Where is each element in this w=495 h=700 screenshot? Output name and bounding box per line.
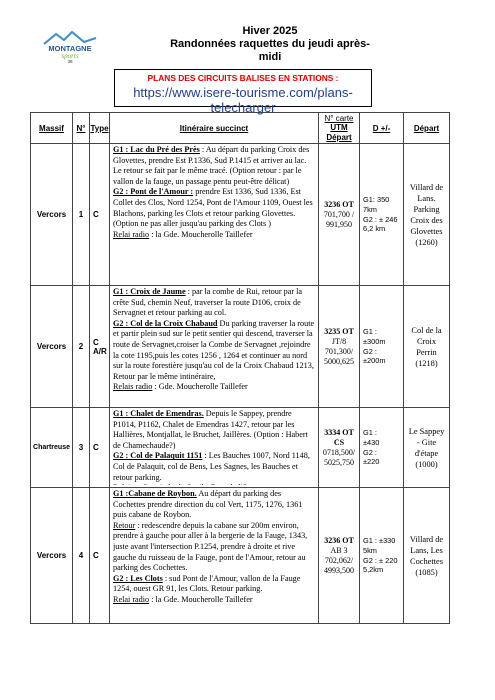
col-utm-l2: UTM bbox=[330, 123, 348, 133]
dplus-cell: G1: 350 7km G2 : ± 246 6,2 km bbox=[360, 144, 404, 286]
header-title-cont: midi bbox=[258, 51, 282, 63]
num-cell: 1 bbox=[73, 144, 90, 286]
depart-cell: Col de la Croix Perrin (1218) bbox=[404, 286, 450, 408]
table-row bbox=[31, 286, 450, 408]
itinerary-cell: G1 : Lac du Pré des Près : Au départ du parking Croix des Glovettes, prendre Est P.1336, Sud P.1415 et arriver au lac. Le retour se fait par le même tracé. (Option retour : par le vallon de la fauge, un passage pentu peut-être délicat) G2 : Pont de l'Amour : prendre Est 1336, Sud 1336, Est Collet des Clos, Nord 1254, Pont de l'Amour 1109, Ouest les Blachons, parking les Clots et retour parking Glovettes. (Option ne pas aller jusqu'au parking des Clots ) Relai radio : la Gde. Moucherolle Taillefer bbox=[110, 144, 319, 286]
montagne-logo bbox=[38, 30, 102, 64]
table-row bbox=[31, 144, 450, 286]
logo-sub: sports bbox=[61, 52, 79, 60]
logo-num: 38 bbox=[67, 59, 73, 64]
utm-cell: 3236 OT AB 3 702,062/ 4993,500 bbox=[319, 488, 360, 624]
hikes-table bbox=[30, 112, 450, 624]
col-depart: Départ bbox=[404, 113, 450, 144]
num-cell: 2 bbox=[73, 286, 90, 408]
dplus-cell: G1 : ±430 G2 : ±220 bbox=[360, 408, 404, 488]
itinerary-cell: G1 :Cabane de Roybon. Au départ du parking des Cochettes prendre direction du col Vert, 1175, 1276, 1361 puis cabane de Roybon. Retour : redescendre depuis la cabane sur 200m environ, prendre à gauche pour aller à la bergerie de la Fauge, 1343, juste avant l'intersection P.1254, prendre à droite et rive gauche du ruisseau de la Fauge, pont de l'Amour, retour au parking des Cochettes. G2 : Les Clots : sud Pont de l'Amour, vallon de la Fauge 1254, ouest GR 91, les Clots. Retour parking. Relai radio : la Gde. Moucherolle Taillefer bbox=[110, 488, 319, 624]
page-header bbox=[150, 25, 390, 64]
table-row bbox=[31, 488, 450, 624]
col-itinerary: Itinéraire succinct bbox=[110, 113, 319, 144]
logo-text: MONTAGNE bbox=[48, 44, 92, 53]
header-title: Randonnées raquettes du jeudi après- bbox=[170, 38, 370, 50]
dplus-cell: G1 : ±330 5km G2 : ± 220 5,2km bbox=[360, 488, 404, 624]
itinerary-cell: G1 : Croix de Jaume : par la combe de Rui, retour par la crête Sud, chemin Neuf, traverser la route D106, croix de Servagnet et retour parking au col. G2 : Col de la Croix Chabaud Du parking traverser la route et partir plein sud sur le petit sentier qui descend, traverser la route de Servagnet,croiser la Combe de Servagnet ,rejoindre la cote 1195,puis les cotes 1256 , 1264 et continuer au nord sur la route forestière jusqu'au col de la Croix Chabaud 1213, Retour par le même intinéraire, Relais radio : Gde. Moucherolle Taillefer bbox=[110, 286, 319, 408]
type-cell: C bbox=[90, 408, 110, 488]
col-type: Type bbox=[90, 113, 110, 144]
plans-url-link[interactable]: https://www.isere-tourisme.com/plans-telecharger bbox=[133, 85, 353, 115]
utm-cell: 3236 OT 701,700 / 991,950 bbox=[319, 144, 360, 286]
massif-cell: Vercors bbox=[31, 286, 73, 408]
col-utm-l1: N° carte bbox=[324, 113, 354, 123]
col-utm-l3: Départ bbox=[326, 132, 352, 142]
num-cell: 3 bbox=[73, 408, 90, 488]
type-cell: C bbox=[90, 144, 110, 286]
plans-link-box bbox=[114, 69, 372, 115]
num-cell: 4 bbox=[73, 488, 90, 624]
col-utm bbox=[319, 113, 360, 144]
col-num: N° bbox=[73, 113, 90, 144]
type-cell: C bbox=[90, 488, 110, 624]
utm-cell: 3334 OT CS 0718,500/ 5025,750 bbox=[319, 408, 360, 488]
massif-cell: Vercors bbox=[31, 144, 73, 286]
plans-title: PLANS DES CIRCUITS BALISES EN STATIONS : bbox=[147, 73, 339, 83]
depart-cell: Villard de Lans, Les Cochettes (1085) bbox=[404, 488, 450, 624]
col-massif: Massif bbox=[31, 113, 73, 144]
massif-cell: Vercors bbox=[31, 488, 73, 624]
utm-cell: 3235 OT JT/8 701,300/ 5000,625 bbox=[319, 286, 360, 408]
itinerary-cell: G1 : Chalet de Emendras. Depuis le Sappey, prendre P1014, P1162, Chalet de Emendras 1427, retour par les Hallières, Montjallat, le Bruchet, Jaillères. (Option : Habert de Chamechaude?) G2 : Col de Palaquit 1151 : Les Bauches 1007, Nord 1148, Col de Palaquit, col de Bens, Les Sagnes, les Bauches et retour parking. bbox=[110, 408, 319, 488]
dplus-cell: G1 : ±300m G2 : ±200m bbox=[360, 286, 404, 408]
depart-cell: Villard de Lans. Parking Croix des Glovettes (1260) bbox=[404, 144, 450, 286]
depart-cell: Le Sappey - Gite d'étape (1000) bbox=[404, 408, 450, 488]
table-header-row bbox=[31, 113, 450, 144]
type-cell: C A/R bbox=[90, 286, 110, 408]
header-season: Hiver 2025 bbox=[242, 25, 298, 37]
col-dplus: D +/- bbox=[360, 113, 404, 144]
table-row bbox=[31, 408, 450, 488]
massif-cell: Chartreuse bbox=[31, 408, 73, 488]
